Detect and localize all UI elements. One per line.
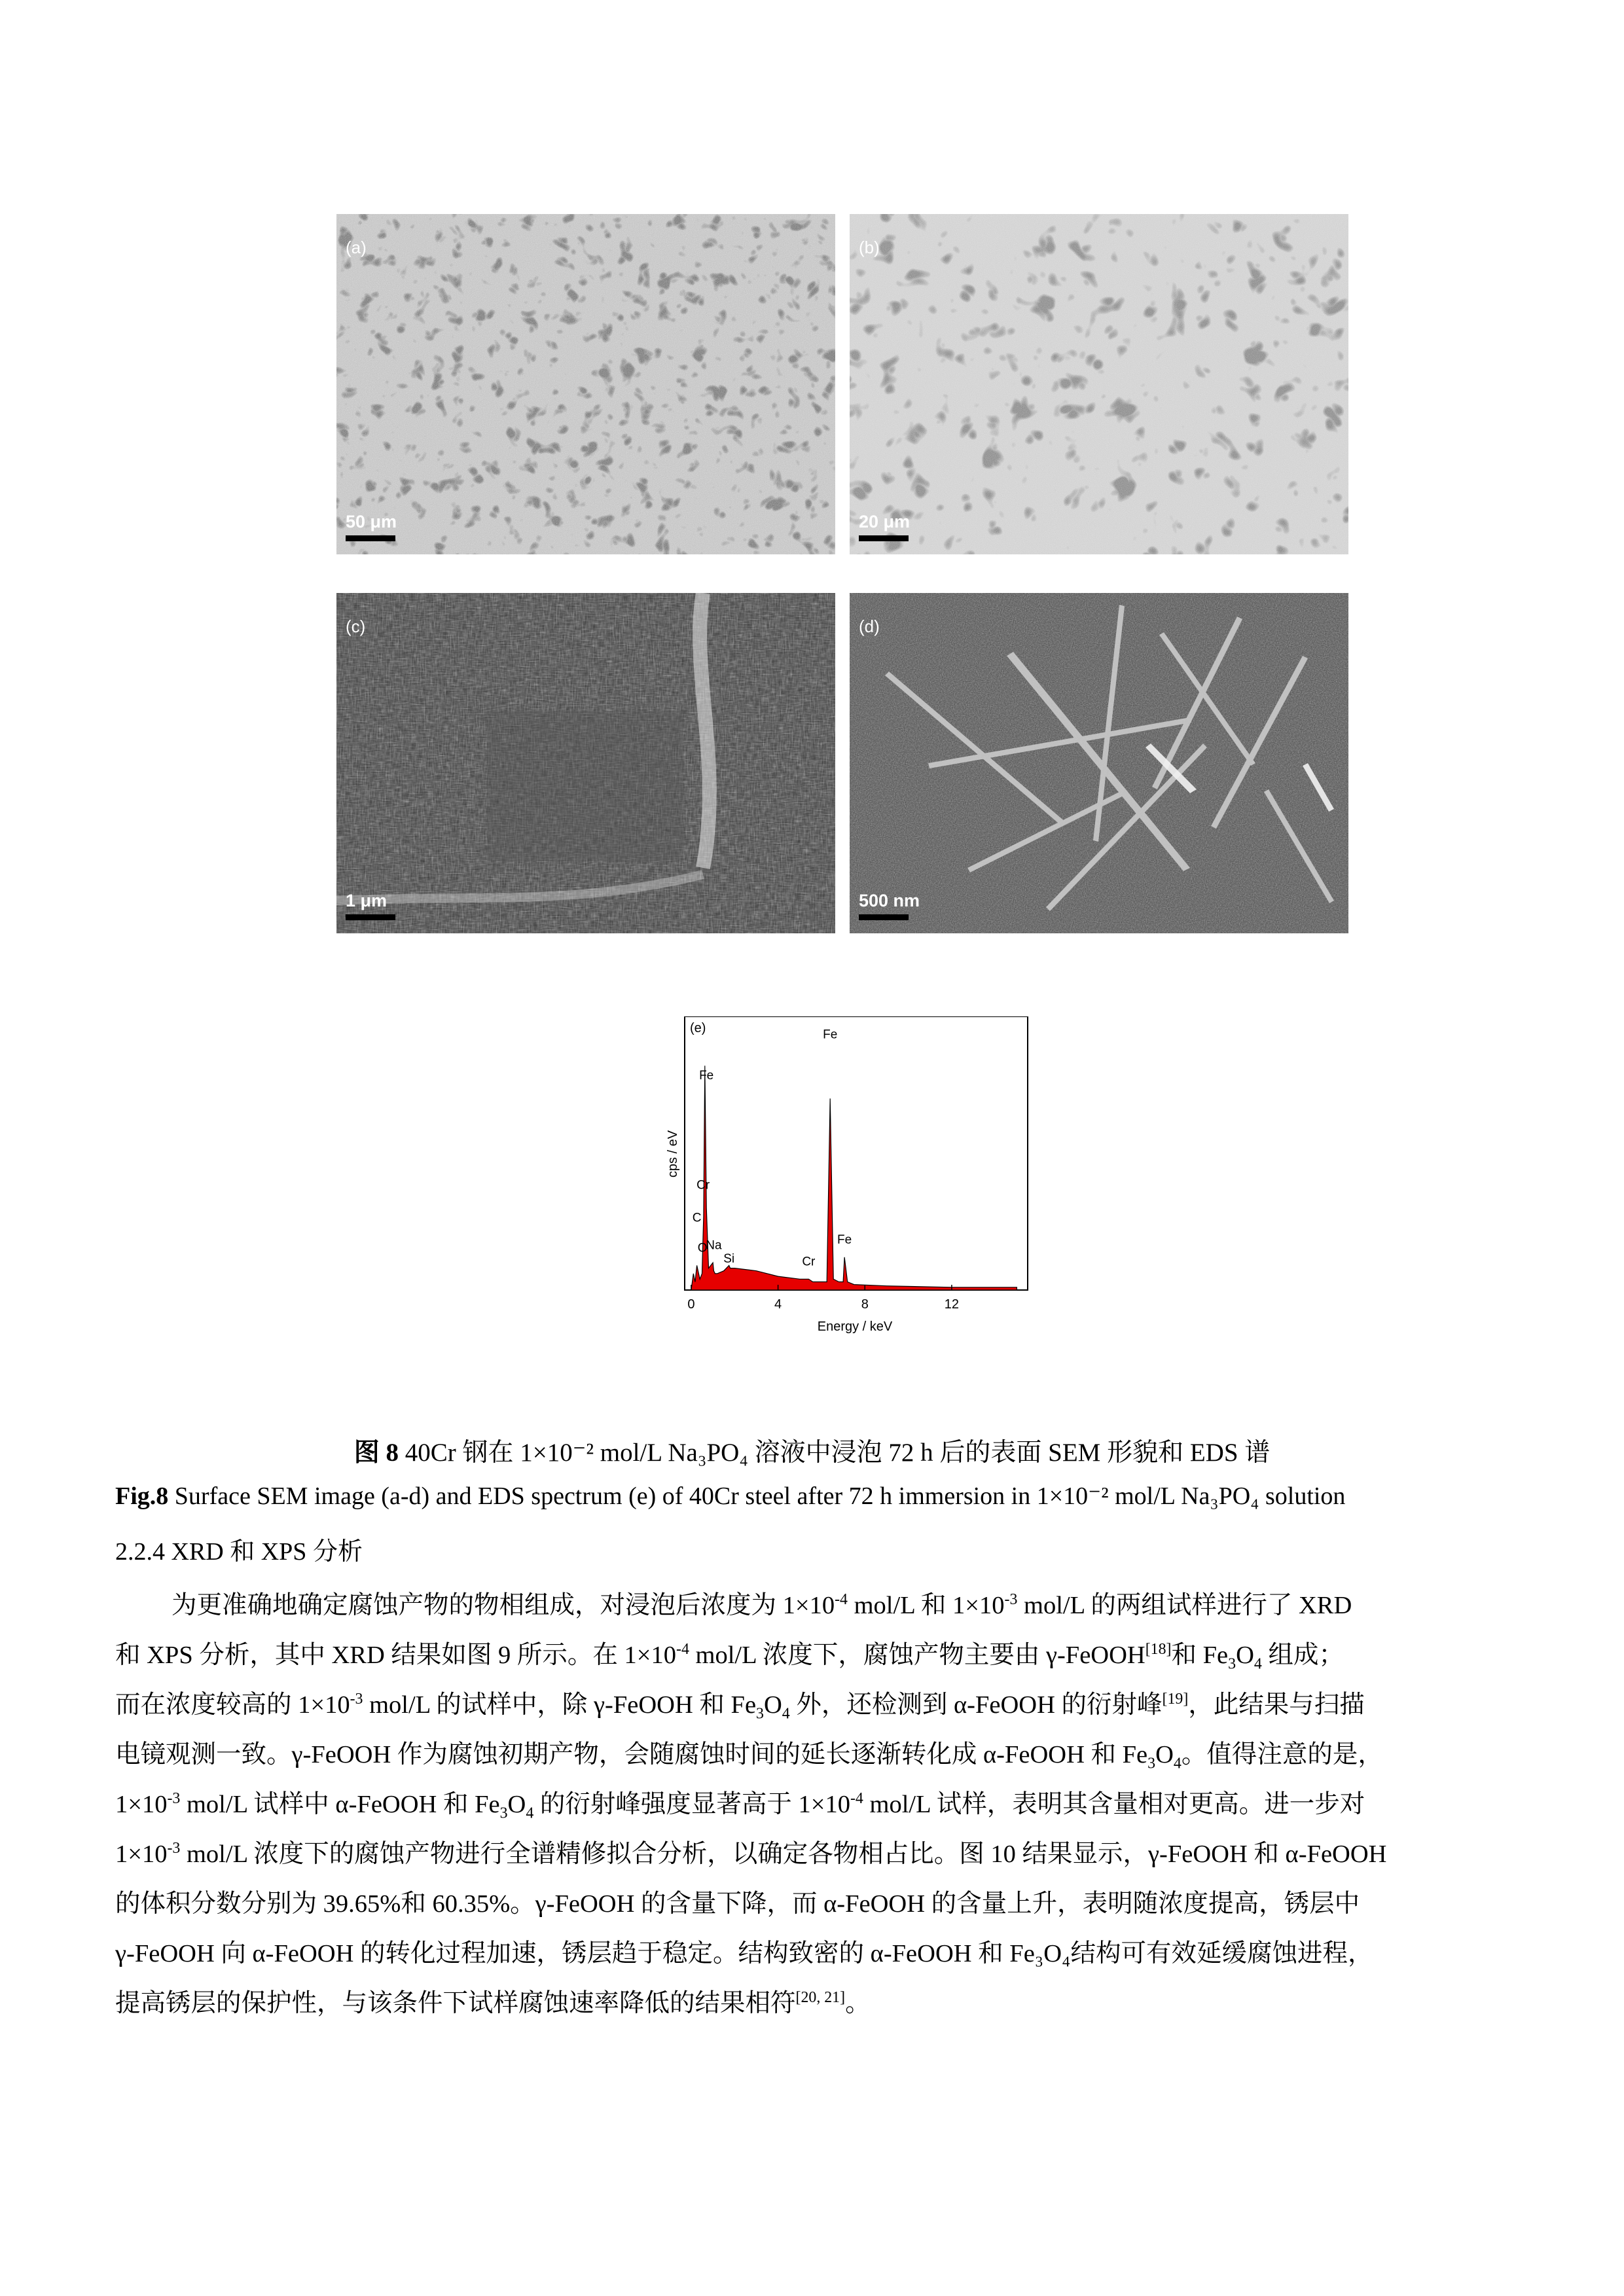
sem-texture-c (336, 593, 835, 933)
paragraph-line: 为更准确地确定腐蚀产物的物相组成，对浸泡后浓度为 $1\times 10^{-4}$ mol/L 和 $1\times 10^{-3}$ mol/L 的两组试样进行了 XRD (171, 1591, 1352, 1619)
scale-bar-d (859, 914, 909, 920)
panel-label-c: (c) (346, 617, 366, 636)
y-axis-label: cps / eV (666, 1130, 680, 1178)
peak-label: C (692, 1211, 702, 1225)
eds-spectrum-chart (665, 1016, 1032, 1357)
peak-label: Na (706, 1238, 722, 1253)
paragraph-line: 电镜观测一致。γ-FeOOH 作为腐蚀初期产物，会随腐蚀时间的延长逐渐转化成 α-FeOOH 和 $Fe_3O_4$。值得注意的是， (115, 1741, 1383, 1772)
sem-texture-b (850, 214, 1348, 554)
peak-label: Fe (837, 1232, 852, 1247)
paragraph-line: 而在浓度较高的 $1\times 10^{-3}$ mol/L 的试样中，除 γ-FeOOH 和 $Fe_3O_4$ 外，还检测到 α-FeOOH 的衍射峰[19]，此结果与扫描 (115, 1691, 1365, 1723)
paragraph-line: $1\times 10^{-3}$ mol/L 试样中 α-FeOOH 和 $Fe_3O_4$ 的衍射峰强度显著高于 $1\times 10^{-4}$ mol/L 试样，表明其含量相对更高。进一步对 (115, 1790, 1365, 1822)
panel-label-b: (b) (859, 238, 880, 257)
paragraph-line: 的体积分数分别为 39.65%和 60.35%。γ-FeOOH 的含量下降，而 α-FeOOH 的含量上升，表明随浓度提高，锈层中 (115, 1890, 1360, 1918)
peak-label: Fe (823, 1028, 838, 1042)
peak-label: Si (723, 1252, 735, 1266)
scale-text-c: 1 μm (346, 891, 388, 910)
section-heading: 2.2.4 XRD 和 XPS 分析 (115, 1538, 363, 1566)
sem-image-c (336, 593, 835, 933)
plot-frame (685, 1016, 1028, 1290)
sem-texture-a (336, 214, 835, 554)
x-tick-label: 4 (774, 1297, 782, 1312)
peak-label: Fe (699, 1069, 714, 1083)
panel-label-a: (a) (346, 238, 367, 257)
paragraph-line: 和 XPS 分析，其中 XRD 结果如图 9 所示。在 $1\times 10^{-4}$ mol/L 浓度下，腐蚀产物主要由 γ-FeOOH[18]和 $Fe_3O_4$ 组成； (115, 1641, 1344, 1673)
chart-panel-label: (e) (690, 1021, 706, 1035)
scale-bar-a (346, 535, 395, 541)
caption-cn-text: 40Cr 钢在 1×10⁻² mol/L Na₃PO₄ 溶液中浸泡 72 h 后的表面 SEM 形貌和 EDS 谱 (398, 1439, 1271, 1467)
paragraph-line: 提高锈层的保护性，与该条件下试样腐蚀速率降低的结果相符[20, 21]。 (115, 1989, 871, 2017)
figure-caption-cn (0, 1432, 1624, 1469)
sem-image-d (850, 593, 1348, 933)
sem-texture-d (850, 593, 1348, 933)
peak-label: Cr (802, 1255, 816, 1269)
peak-label: Cr (696, 1178, 710, 1193)
x-tick-label: 8 (861, 1297, 869, 1312)
scale-text-d: 500 nm (859, 891, 920, 910)
caption-en-prefix: Fig.8 (115, 1482, 169, 1510)
peak-label: O (697, 1241, 708, 1255)
paragraph-line: γ-FeOOH 向 α-FeOOH 的转化过程加速，锈层趋于稳定。结构致密的 α-FeOOH 和 Fe₃O₄结构可有效延缓腐蚀进程， (115, 1940, 1373, 1967)
caption-cn-prefix: 图 8 (353, 1439, 399, 1467)
body-paragraph (115, 1581, 1516, 2028)
scale-text-b: 20 μm (859, 512, 911, 531)
sem-image-a (336, 214, 835, 554)
paragraph-line: $1\times 10^{-3}$ mol/L 浓度下的腐蚀产物进行全谱精修拟合分析，以确定各物相占比。图 10 结果显示，γ-FeOOH 和 α-FeOOH (115, 1840, 1387, 1868)
sem-image-b (850, 214, 1348, 554)
figure-caption-en (115, 1481, 1516, 1511)
x-tick-label: 0 (687, 1297, 695, 1312)
scale-text-a: 50 μm (346, 512, 397, 531)
caption-en-text: Surface SEM image (a-d) and EDS spectrum (e) of 40Cr steel after 72 h immersion in 1×10⁻² mol/L Na₃PO₄ solution (168, 1482, 1346, 1510)
x-tick-label: 12 (944, 1297, 960, 1312)
scale-bar-c (346, 914, 395, 920)
panel-label-d: (d) (859, 617, 880, 636)
x-axis-label: Energy / keV (817, 1319, 893, 1334)
scale-bar-b (859, 535, 909, 541)
